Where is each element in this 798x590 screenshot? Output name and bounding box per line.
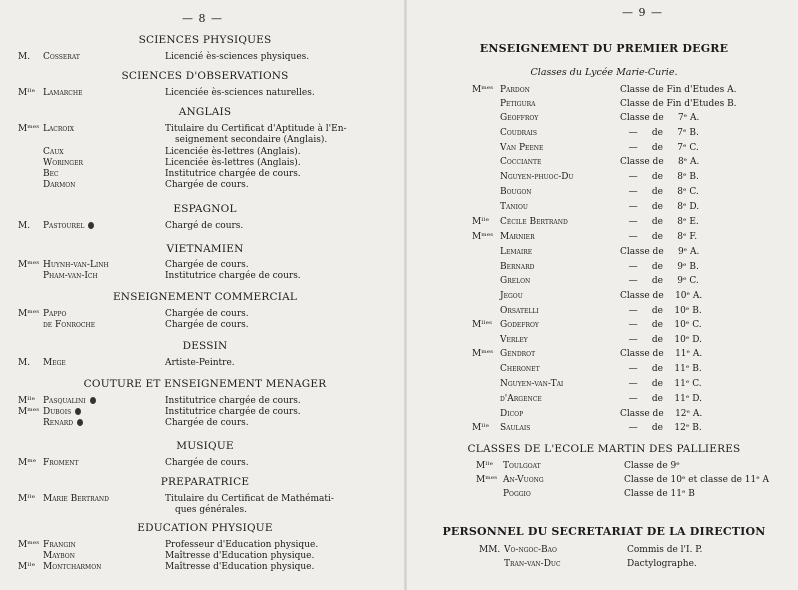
person-role: Licenciée ès-lettres (Anglais). [165,147,301,157]
person-role: Chargée de cours. [165,260,249,270]
person-title: MM. [479,545,501,555]
class-assignment: — de 7ᵉ C. [620,143,699,153]
page-number: — 8 — [182,12,223,25]
section-heading: PREPARATRICE [160,476,250,488]
person-name: Petigura [500,99,536,109]
decoration-icon [90,397,96,404]
person-name: Bec [43,169,59,179]
person-name: Tran-van-Duc [504,559,561,569]
class-assignment: Classe de 10ᵉ et classe de 11ᵉ A [624,475,770,485]
class-assignment: Classe de 10ᵉ A. [620,291,703,301]
person-title: M. [18,221,31,231]
person-name: Marie Bertrand [43,494,109,504]
person-title: M. [18,358,31,368]
person-title: Mᵐᵉˢ [472,349,494,359]
person-title: M. [18,52,31,62]
person-title: Mˡˡᵉ [472,217,490,227]
person-role-cont: ques générales. [175,505,247,515]
person-name: Saulais [500,423,531,433]
person-role: Licencié ès-sciences physiques. [165,52,310,62]
person-name: Nguyen-van-Tai [500,379,564,389]
person-title: Mᵐᵉˢ [18,407,40,417]
person-name: Darmon [43,180,76,190]
class-assignment: — de 7ᵉ B. [620,128,699,138]
class-assignment: — de 10ᵉ C. [620,320,702,330]
person-name: Bougon [500,187,532,197]
person-name: Vo-ngoc-Bao [504,545,557,555]
person-name: Pasqualini [43,396,96,406]
section-heading: DESSIN [182,340,228,352]
person-title: Mˡˡᵉ [476,461,494,471]
person-name: Poggio [503,489,531,499]
page-number: — 9 — [622,6,663,19]
section-heading: COUTURE ET ENSEIGNEMENT MENAGER [83,378,327,390]
person-title: Mˡˡᵉˢ [472,320,493,330]
class-assignment: Classe de 8ᵉ A. [620,157,700,167]
class-assignment: — de 8ᵉ E. [620,217,699,227]
class-assignment: — de 11ᵉ C. [620,379,702,389]
person-name: Cheronet [500,364,540,374]
person-name: Gendrot [500,349,536,359]
class-assignment: — de 8ᵉ F. [620,232,698,242]
person-name: Pardon [500,85,530,95]
person-name: An-Vuong [503,475,544,485]
class-assignment: Classe de Fin d'Etudes B. [620,99,737,109]
section-heading: ESPAGNOL [173,203,237,215]
person-role: Institutrice chargée de cours. [165,396,301,406]
class-assignment: — de 9ᵉ B. [620,262,699,272]
person-title: Mᵐᵉˢ [476,475,498,485]
person-name: Bernard [500,262,535,272]
section-heading: PERSONNEL DU SECRETARIAT DE LA DIRECTION [442,525,766,538]
person-name: Huynh-van-Linh [43,260,109,270]
section-heading: SCIENCES D'OBSERVATIONS [121,70,289,82]
person-name: d'Argence [500,394,542,404]
person-role: Institutrice chargée de cours. [165,271,301,281]
class-assignment: Classe de 9ᵉ [624,461,680,471]
subheading: Classes du Lycée Marie-Curie. [530,67,678,78]
person-name: Verley [500,335,528,345]
class-assignment: Classe de 12ᵉ A. [620,409,703,419]
class-assignment: — de 8ᵉ C. [620,187,699,197]
person-name: Nguyen-phuoc-Du [500,172,574,182]
person-name: Pappo [43,309,67,319]
person-role: Titulaire du Certificat de Mathémati- [165,494,334,504]
person-role: Chargé de cours. [165,221,244,231]
person-name: Dubois [43,407,81,417]
person-name: Taniou [500,202,528,212]
person-name: Cocciante [500,157,542,167]
person-role: Maîtresse d'Education physique. [165,551,315,561]
person-role: Institutrice chargée de cours. [165,169,301,179]
person-role: Chargée de cours. [165,418,249,428]
person-name: Dicop [500,409,524,419]
section-heading: VIETNAMIEN [166,243,244,255]
staff-role: Commis de l'I. P. [627,545,703,555]
person-name: Coudrais [500,128,538,138]
person-role: Chargée de cours. [165,458,249,468]
person-title: Mˡˡᵉ [472,423,490,433]
person-name: Cécile Bertrand [500,217,568,227]
section-heading: SCIENCES PHYSIQUES [138,34,272,46]
person-title: Mˡˡᵉ [18,562,36,572]
section-heading: EDUCATION PHYSIQUE [137,522,273,534]
class-assignment: — de 12ᵉ B. [620,423,702,433]
person-name: Renard [43,418,83,428]
person-name: Geoffroy [500,113,539,123]
person-role: Professeur d'Education physique. [165,540,319,550]
class-assignment: — de 10ᵉ B. [620,306,702,316]
person-title: Mᵐᵉˢ [18,124,40,134]
class-assignment: — de 11ᵉ D. [620,394,702,404]
class-assignment: Classe de 7ᵉ A. [620,113,700,123]
person-role: Chargée de cours. [165,320,249,330]
section-heading: MUSIQUE [176,440,234,452]
person-name: Cosserat [43,52,80,62]
person-name: Orsatelli [500,306,539,316]
person-name: Mege [43,358,66,368]
person-title: Mᵐᵉˢ [472,232,494,242]
class-assignment: — de 10ᵉ D. [620,335,702,345]
person-name: Froment [43,458,79,468]
person-role: Titulaire du Certificat d'Aptitude à l'En- [165,124,347,134]
person-title: Mᵐᵉˢ [18,309,40,319]
section-heading: CLASSES DE L'ECOLE MARTIN DES PALLIERES [467,443,741,455]
person-title: Mˡˡᵉ [18,88,36,98]
person-name: Lemaire [500,247,533,257]
person-name: Frangin [43,540,76,550]
right-page [410,0,798,590]
person-role: Licenciée ès-lettres (Anglais). [165,158,301,168]
person-name: Jegou [500,291,523,301]
person-name: Godefroy [500,320,539,330]
person-title: Mᵐᵉˢ [18,540,40,550]
section-heading: ENSEIGNEMENT DU PREMIER DEGRE [479,42,729,55]
person-name: Woringer [43,158,83,168]
person-role: Maîtresse d'Education physique. [165,562,315,572]
page-fold [404,0,407,590]
person-title: Mᵐᵉˢ [18,260,40,270]
person-title: Mˡˡᵉ [18,396,36,406]
person-name: Van Peene [500,143,544,153]
class-assignment: Classe de 11ᵉ B [624,489,695,499]
class-assignment: Classe de 11ᵉ A. [620,349,703,359]
person-name: Lamarche [43,88,83,98]
person-title: Mᵐᵉˢ [472,85,494,95]
section-heading: ENSEIGNEMENT COMMERCIAL [112,291,298,303]
class-assignment: — de 9ᵉ C. [620,276,699,286]
person-name: Montcharmon [43,562,102,572]
person-role: Institutrice chargée de cours. [165,407,301,417]
class-assignment: Classe de Fin d'Etudes A. [620,85,737,95]
person-name: Maybon [43,551,75,561]
decoration-icon [88,222,94,229]
class-assignment: — de 11ᵉ B. [620,364,702,374]
person-name: Caux [43,147,64,157]
person-title: Mᵐᵉ [18,458,37,468]
person-name: Toulgoat [503,461,541,471]
class-assignment: Classe de 9ᵉ A. [620,247,700,257]
person-role: Chargée de cours. [165,180,249,190]
person-name: Pastourel [43,221,94,231]
decoration-icon [75,408,81,415]
person-name: Pham-van-Ich [43,271,98,281]
person-role: Licenciée ès-sciences naturelles. [165,88,315,98]
section-heading: ANGLAIS [178,106,232,118]
person-name: Grelon [500,276,531,286]
decoration-icon [77,419,83,426]
person-role-cont: seignement secondaire (Anglais). [175,135,328,145]
person-name: de Fonroche [43,320,96,330]
person-name: Marnier [500,232,535,242]
person-name: Lacroix [43,124,74,134]
person-title: Mˡˡᵉ [18,494,36,504]
person-role: Artiste-Peintre. [165,358,235,368]
person-role: Chargée de cours. [165,309,249,319]
class-assignment: — de 8ᵉ D. [620,202,700,212]
class-assignment: — de 8ᵉ B. [620,172,699,182]
staff-role: Dactylographe. [627,559,697,569]
